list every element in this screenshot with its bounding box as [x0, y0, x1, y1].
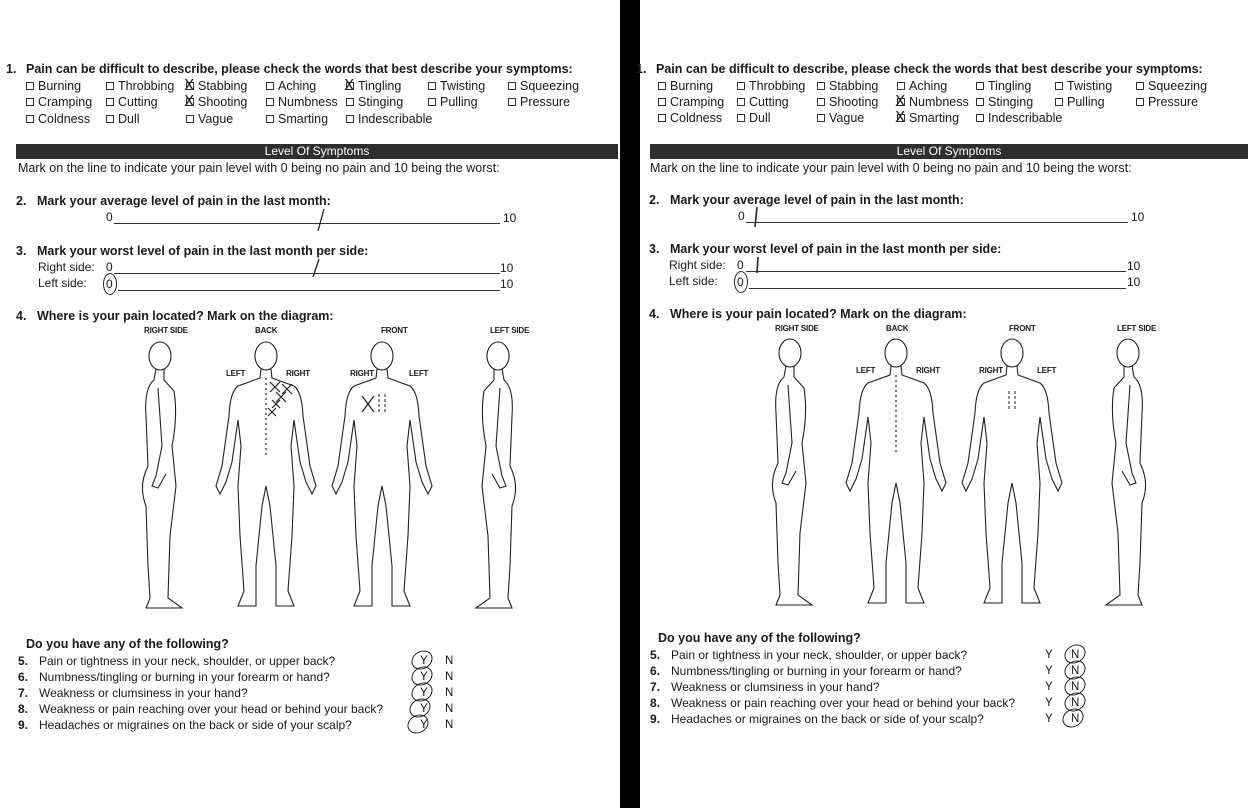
back-left-label: LEFT: [856, 366, 876, 375]
q5-yes[interactable]: Y: [420, 655, 428, 667]
q7-yes[interactable]: Y: [1045, 681, 1053, 693]
q2-scale-max: 10: [1131, 210, 1145, 224]
figure-outline: [142, 369, 182, 608]
option-smarting[interactable]: X Smarting: [897, 111, 959, 125]
q9-no-circle: [1059, 705, 1087, 732]
q3-right-scale-line[interactable]: [114, 273, 500, 274]
view-label-front: FRONT: [381, 326, 408, 335]
option-squeezing[interactable]: Squeezing: [508, 79, 579, 93]
following-heading: Do you have any of the following?: [658, 631, 861, 645]
q8-yes[interactable]: Y: [1045, 697, 1053, 709]
view-label-right-side: RIGHT SIDE: [144, 326, 188, 335]
option-numbness[interactable]: Numbness: [266, 95, 338, 109]
q3-left-max: 10: [500, 277, 514, 291]
q3-right-label: Right side:: [669, 258, 726, 272]
q3-left-label: Left side:: [38, 276, 87, 290]
body-diagram[interactable]: [120, 336, 560, 620]
q3-right-max: 10: [1127, 259, 1141, 273]
front-left-label: LEFT: [409, 369, 429, 378]
figure-head: [487, 342, 509, 370]
question-5: 5. Pain or tightness in your neck, shoulder, or upper back?: [18, 654, 336, 668]
view-label-left-side: LEFT SIDE: [490, 326, 530, 335]
option-cutting[interactable]: Cutting: [106, 95, 158, 109]
figure-outline: [962, 366, 1062, 603]
q3-heading: 3. Mark your worst level of pain in the last month per side:: [16, 244, 369, 258]
option-cramping[interactable]: Cramping: [26, 95, 92, 109]
option-twisting[interactable]: Twisting: [1055, 79, 1112, 93]
option-vague[interactable]: Vague: [186, 112, 233, 126]
q8-yes[interactable]: Y: [420, 703, 428, 715]
option-pulling[interactable]: Pulling: [1055, 95, 1105, 109]
q2-heading: 2. Mark your average level of pain in the last month:: [16, 194, 331, 208]
option-stabbing[interactable]: X Stabbing: [186, 79, 247, 93]
option-cutting[interactable]: Cutting: [737, 95, 789, 109]
q3-left-zero-circle: [103, 273, 117, 295]
option-stinging[interactable]: Stinging: [976, 95, 1033, 109]
figure-head: [149, 342, 171, 370]
option-cramping[interactable]: Cramping: [658, 95, 724, 109]
pain-scale-instruction: Mark on the line to indicate your pain level with 0 being no pain and 10 being the worst:: [18, 161, 500, 175]
option-shooting[interactable]: Shooting: [817, 95, 878, 109]
question-9: 9. Headaches or migraines on the back or side of your scalp?: [18, 718, 352, 732]
question-9: 9. Headaches or migraines on the back or side of your scalp?: [650, 712, 984, 726]
pain-scale-instruction: Mark on the line to indicate your pain level with 0 being no pain and 10 being the worst:: [650, 161, 1132, 175]
figure-head: [371, 342, 393, 370]
front-right-label: RIGHT: [350, 369, 374, 378]
front-shoulder-pain-mark: [360, 394, 376, 414]
q3-left-max: 10: [1127, 275, 1141, 289]
q1-heading: 1. Pain can be difficult to describe, please check the words that best describe your symptoms:: [636, 62, 1203, 76]
option-squeezing[interactable]: Squeezing: [1136, 79, 1207, 93]
option-burning[interactable]: Burning: [658, 79, 713, 93]
figure-outline: [476, 369, 516, 608]
question-7: 7. Weakness or clumsiness in your hand?: [650, 680, 880, 694]
q4-heading: 4. Where is your pain located? Mark on the diagram:: [649, 307, 967, 321]
figure-arm: [492, 388, 506, 488]
option-tingling[interactable]: Tingling: [976, 79, 1031, 93]
option-stinging[interactable]: Stinging: [346, 95, 403, 109]
q6-no[interactable]: N: [1071, 665, 1080, 677]
q3-right-min: 0: [106, 260, 113, 274]
body-diagram[interactable]: [750, 333, 1190, 617]
figure-outline: [772, 366, 812, 605]
scan-divider: [620, 0, 640, 808]
q3-right-pain-mark: [754, 256, 762, 274]
following-heading: Do you have any of the following?: [26, 637, 229, 651]
q7-no[interactable]: N: [445, 687, 454, 699]
view-label-back: BACK: [886, 324, 909, 333]
q3-right-scale-line[interactable]: [746, 271, 1126, 272]
option-smarting[interactable]: Smarting: [266, 112, 328, 126]
q8-no[interactable]: N: [445, 703, 454, 715]
q5-yes[interactable]: Y: [1045, 649, 1053, 661]
q5-no[interactable]: N: [1071, 649, 1080, 661]
option-stabbing[interactable]: Stabbing: [817, 79, 878, 93]
question-6: 6. Numbness/tingling or burning in your forearm or hand?: [18, 670, 330, 684]
option-throbbing[interactable]: Throbbing: [737, 79, 805, 93]
question-6: 6. Numbness/tingling or burning in your forearm or hand?: [650, 664, 962, 678]
view-label-front: FRONT: [1009, 324, 1036, 333]
figure-head: [779, 339, 801, 367]
figure-arm: [782, 385, 796, 485]
option-pressure[interactable]: Pressure: [508, 95, 570, 109]
left-form-page: [0, 0, 620, 808]
figure-head: [885, 339, 907, 367]
figure-outline: [332, 369, 432, 606]
q9-no[interactable]: N: [1071, 713, 1080, 725]
q2-scale-max: 10: [503, 211, 517, 225]
view-label-left-side: LEFT SIDE: [1117, 324, 1157, 333]
q3-right-label: Right side:: [38, 260, 95, 274]
question-8: 8. Weakness or pain reaching over your head or behind your back?: [18, 702, 383, 716]
q9-yes[interactable]: Y: [420, 719, 428, 731]
option-vague[interactable]: Vague: [817, 111, 864, 125]
option-aching[interactable]: Aching: [266, 79, 316, 93]
q9-yes[interactable]: Y: [1045, 713, 1053, 725]
back-left-label: LEFT: [226, 369, 246, 378]
option-pulling[interactable]: Pulling: [428, 95, 478, 109]
figure-head: [1117, 339, 1139, 367]
q3-left-min: 0: [737, 275, 744, 289]
q4-heading: 4. Where is your pain located? Mark on the diagram:: [16, 309, 334, 323]
figure-arm: [152, 388, 166, 488]
q3-left-scale-line[interactable]: [749, 288, 1126, 289]
q3-right-pain-mark: [310, 258, 322, 278]
question-7: 7. Weakness or clumsiness in your hand?: [18, 686, 248, 700]
option-aching[interactable]: Aching: [897, 79, 947, 93]
q2-scale-min: 0: [106, 210, 113, 224]
q2-pain-mark: [314, 208, 328, 232]
option-tingling[interactable]: X Tingling: [346, 79, 401, 93]
q2-pain-mark: [752, 206, 760, 228]
option-burning[interactable]: Burning: [26, 79, 81, 93]
back-right-label: RIGHT: [916, 366, 940, 375]
option-dull[interactable]: Dull: [106, 112, 140, 126]
q7-no[interactable]: N: [1071, 681, 1080, 693]
q6-no[interactable]: N: [445, 671, 454, 683]
q3-left-min: 0: [106, 277, 113, 291]
q3-heading: 3. Mark your worst level of pain in the last month per side:: [649, 242, 1002, 256]
figure-head: [255, 342, 277, 370]
q5-no[interactable]: N: [445, 655, 454, 667]
q2-scale-line[interactable]: [114, 223, 500, 224]
level-of-symptoms-bar: Level Of Symptoms: [650, 144, 1248, 159]
q3-right-max: 10: [500, 261, 514, 275]
option-pressure[interactable]: Pressure: [1136, 95, 1198, 109]
q8-no[interactable]: N: [1071, 697, 1080, 709]
q3-right-min: 0: [737, 258, 744, 272]
option-coldness[interactable]: Coldness: [26, 112, 90, 126]
view-label-right-side: RIGHT SIDE: [775, 324, 819, 333]
front-right-label: RIGHT: [979, 366, 1003, 375]
view-label-back: BACK: [255, 326, 278, 335]
q6-yes[interactable]: Y: [420, 671, 428, 683]
right-form-page: [636, 0, 1258, 808]
q2-scale-line[interactable]: [746, 222, 1128, 223]
q3-left-scale-line[interactable]: [118, 290, 500, 291]
option-twisting[interactable]: Twisting: [428, 79, 485, 93]
back-right-label: RIGHT: [286, 369, 310, 378]
q3-left-label: Left side:: [669, 274, 718, 288]
q7-yes[interactable]: Y: [420, 687, 428, 699]
option-throbbing[interactable]: Throbbing: [106, 79, 174, 93]
option-numbness[interactable]: X Numbness: [897, 95, 969, 109]
figure-outline: [1106, 366, 1146, 605]
q6-yes[interactable]: Y: [1045, 665, 1053, 677]
option-coldness[interactable]: Coldness: [658, 111, 722, 125]
figure-head: [1001, 339, 1023, 367]
q2-scale-min: 0: [738, 209, 745, 223]
option-indescribable[interactable]: Indescribable: [346, 112, 432, 126]
option-dull[interactable]: Dull: [737, 111, 771, 125]
q3-left-zero-circle: [734, 271, 748, 293]
q9-no[interactable]: N: [445, 719, 454, 731]
front-left-label: LEFT: [1037, 366, 1057, 375]
q1-heading: 1. Pain can be difficult to describe, please check the words that best describe your symptoms:: [6, 62, 573, 76]
level-of-symptoms-bar: Level Of Symptoms: [16, 144, 618, 159]
option-shooting[interactable]: X Shooting: [186, 95, 247, 109]
figure-group: [772, 339, 1145, 605]
figure-group: [142, 342, 515, 608]
option-indescribable[interactable]: Indescribable: [976, 111, 1062, 125]
back-shoulder-pain-marks: [262, 378, 302, 418]
question-8: 8. Weakness or pain reaching over your head or behind your back?: [650, 696, 1015, 710]
figure-arm: [1122, 385, 1136, 485]
q2-heading: 2. Mark your average level of pain in the last month:: [649, 193, 964, 207]
question-5: 5. Pain or tightness in your neck, shoulder, or upper back?: [650, 648, 968, 662]
